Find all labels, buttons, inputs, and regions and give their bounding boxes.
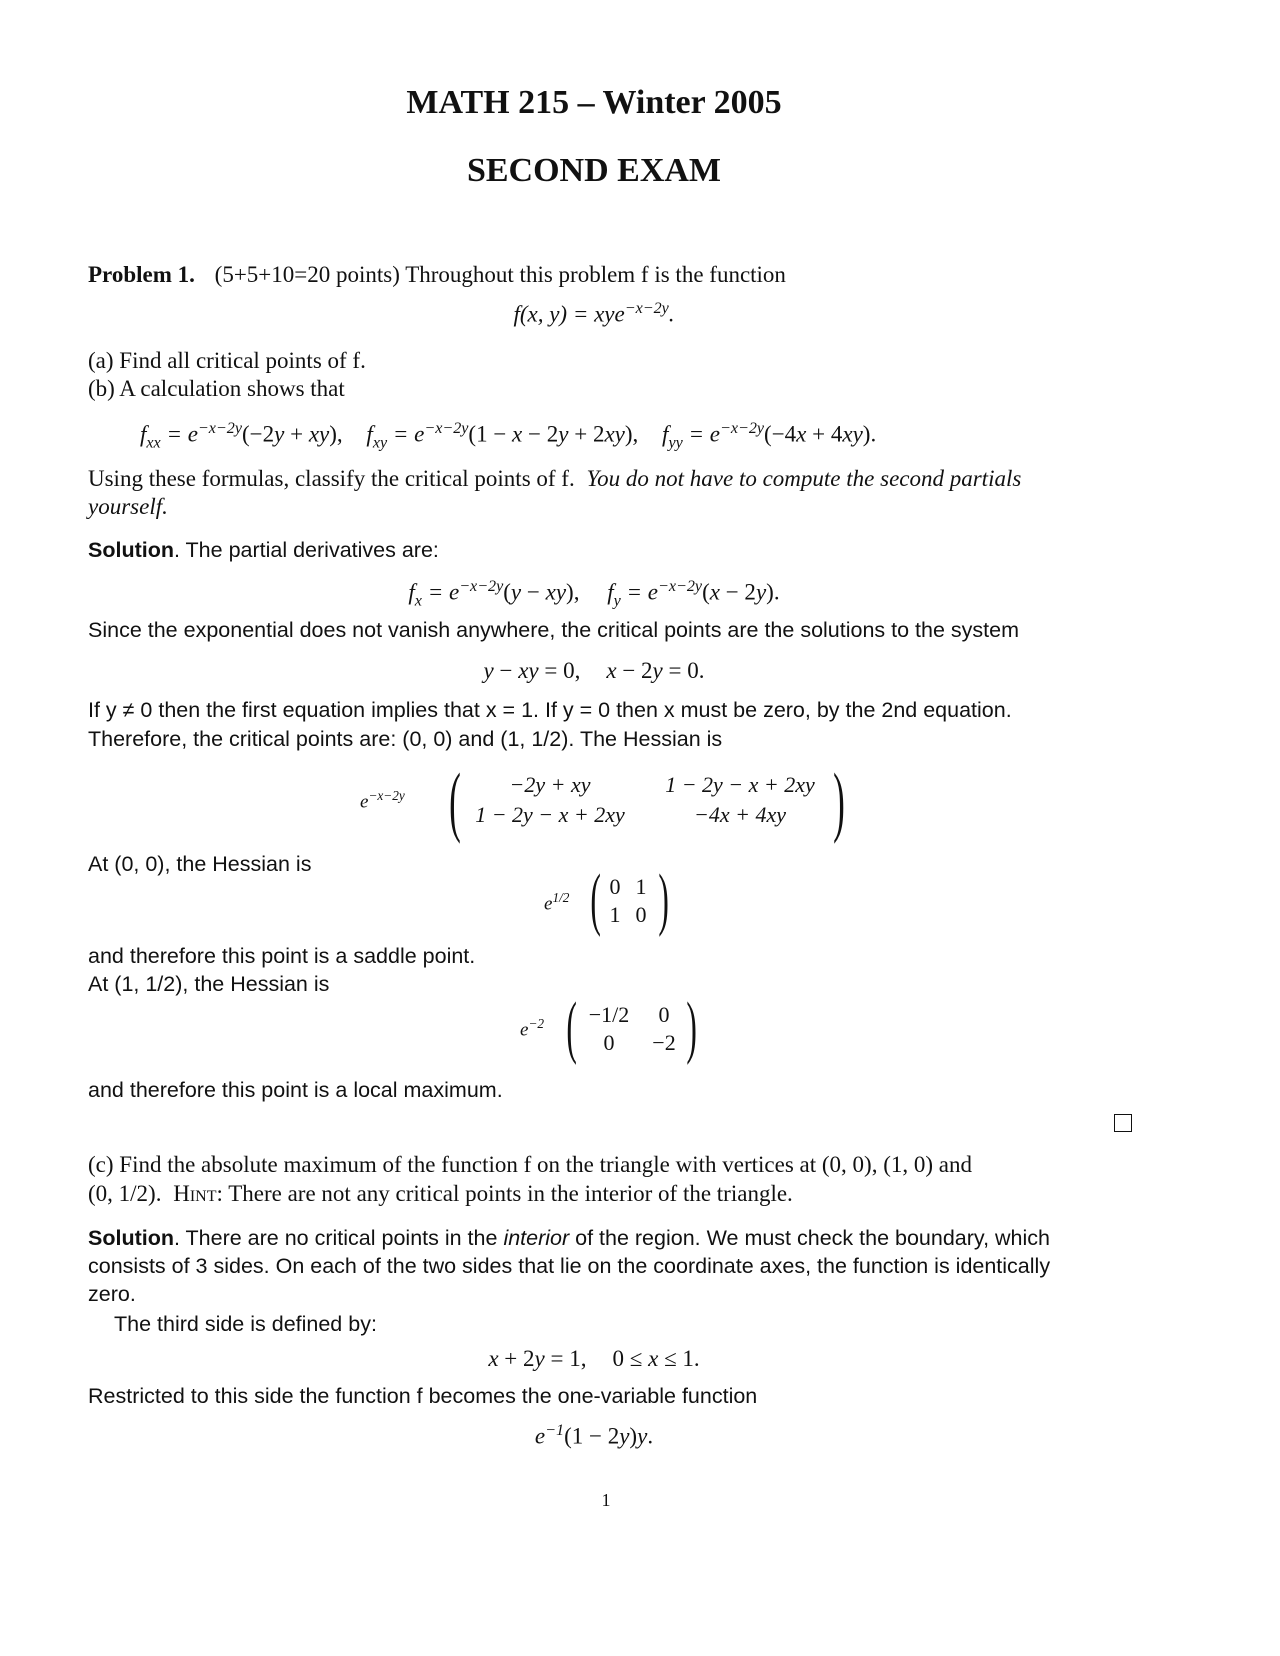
hessian-prefix: $e^{1/2}$ [544, 890, 570, 915]
second-partials-line: $f_{xx} = e^{-x-2y}(-2y + xy)$, $f_{xy} = e^{-x-2y}(1 - x - 2y + 2xy)$, $f_{yy} = e^{-x-2y}(-4x + 4xy)$. [140, 420, 877, 452]
localmax-text: and therefore this point is a local maximum. [88, 1078, 503, 1102]
solution-c-label: Solution [88, 1226, 174, 1250]
classify-note: You do not have to compute the second partials [586, 466, 1022, 491]
right-paren: ) [686, 989, 697, 1066]
part-c-line-1: (c) Find the absolute maximum of the function f on the triangle with vertices at (0, 0), (1, 0) and [88, 1152, 972, 1177]
solution-c-line-1 [88, 1226, 1050, 1251]
solution-intro-line [88, 538, 439, 563]
saddle-text: and therefore this point is a saddle point. [88, 944, 476, 968]
matrix-cell: −1/2 [588, 1002, 630, 1027]
one-variable-function: $e^{-1}(1 - 2y)y$. [534, 1422, 654, 1449]
problem-label: Problem 1. [88, 262, 195, 287]
solution-c-text-cont: of the region. We must check the boundary, which [569, 1226, 1050, 1250]
part-c-line-2 [88, 1181, 793, 1207]
left-paren: ( [590, 861, 601, 938]
matrix-cell: −2 [652, 1030, 676, 1055]
exam-subtitle: SECOND EXAM [466, 152, 722, 189]
hessian-prefix: $e^{-x-2y}$ [360, 788, 405, 813]
matrix-cell: 0 [609, 874, 621, 899]
solution-c-line-3: zero. [88, 1282, 136, 1306]
matrix-cell: 0 [603, 1030, 615, 1055]
part-b-text: (b) A calculation shows that [88, 376, 345, 401]
matrix-cell: 1 − 2y − x + 2xy [475, 802, 625, 827]
page-number: 1 [601, 1490, 611, 1510]
right-paren: ) [833, 757, 845, 844]
exam-title: MATH 215 – Winter 2005 [406, 84, 782, 121]
if-text-1: If y ≠ 0 then the first equation implies that x = 1. If y = 0 then x must be zero, by the 2nd equation. [88, 698, 1012, 722]
matrix-cell: 1 [609, 902, 621, 927]
part-c-vertex: (0, 1/2). [88, 1181, 162, 1206]
if-text-2: Therefore, the critical points are: (0, 0) and (1, 1/2). The Hessian is [88, 727, 723, 751]
third-side-text: The third side is defined by: [114, 1312, 377, 1336]
system-equations: y − xy = 0, x − 2y = 0. [483, 658, 705, 683]
matrix-cell: −2y + xy [509, 772, 591, 797]
matrix-cell: 1 − 2y − x + 2xy [665, 772, 815, 797]
right-paren: ) [658, 861, 669, 938]
hint-text: : There are not any critical points in the interior of the triangle. [216, 1181, 793, 1206]
part-a-text: (a) Find all critical points of f. [88, 348, 366, 373]
left-paren: ( [449, 757, 461, 844]
at00-text: At (0, 0), the Hessian is [88, 852, 312, 876]
restricted-text: Restricted to this side the function f becomes the one-variable function [88, 1384, 758, 1408]
hessian-prefix: $e^{-2}$ [520, 1016, 545, 1041]
problem-heading [88, 262, 786, 288]
classify-note-cont: yourself. [88, 494, 168, 519]
function-definition: f(x, y) = xye$^{-x-2y}$. [513, 300, 675, 327]
left-paren: ( [566, 989, 577, 1066]
problem-intro: (5+5+10=20 points) Throughout this problem f is the function [214, 262, 786, 287]
hint-label: Hint [173, 1181, 217, 1206]
first-partials: $f_x = e^{-x-2y}(y - xy)$, $f_y = e^{-x-2y}(x - 2y)$. [408, 578, 780, 610]
solution-label: Solution [88, 538, 174, 562]
matrix-cell: −4x + 4xy [694, 802, 786, 827]
hessian-00 [544, 861, 704, 942]
hessian-general [360, 757, 860, 850]
classify-text: Using these formulas, classify the critical points of f. [88, 466, 575, 491]
solution-c-text: . There are no critical points in the [173, 1226, 504, 1250]
solution-c-italic: interior [503, 1226, 570, 1250]
solution-intro: . The partial derivatives are: [173, 538, 439, 562]
classify-line [88, 466, 1021, 492]
since-text: Since the exponential does not vanish anywhere, the critical points are the solutions to the system [88, 618, 1020, 642]
at1half-text: At (1, 1/2), the Hessian is [88, 972, 330, 996]
qed-box [1114, 1114, 1132, 1132]
matrix-cell: 0 [658, 1002, 670, 1027]
hessian-1half [520, 989, 720, 1070]
solution-c-line-2: consists of 3 sides. On each of the two sides that lie on the coordinate axes, the function is identically [88, 1254, 1051, 1278]
matrix-cell: 1 [635, 874, 647, 899]
line-equation: x + 2y = 1, 0 ≤ x ≤ 1. [488, 1346, 700, 1371]
matrix-cell: 0 [635, 902, 647, 927]
